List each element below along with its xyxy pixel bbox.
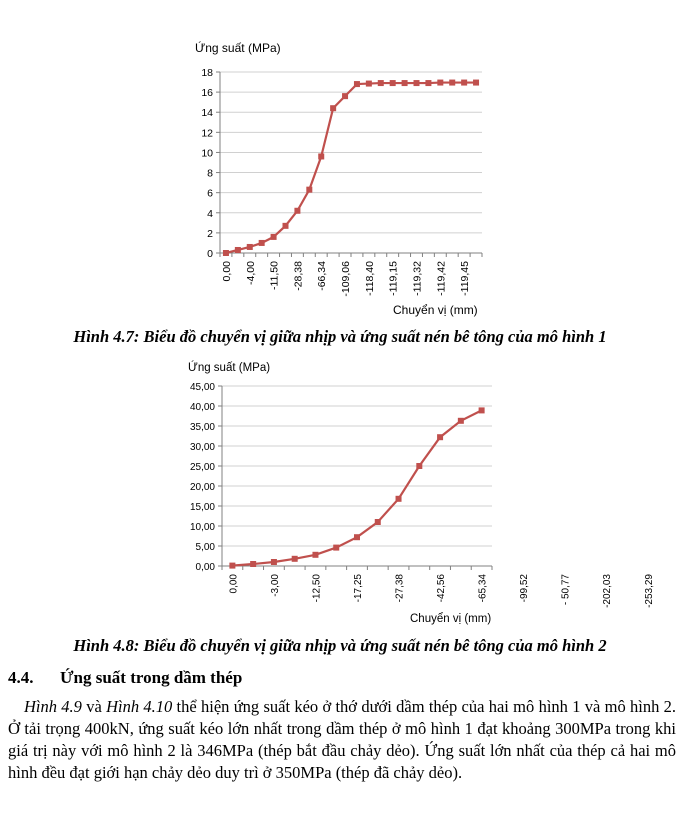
x-tick-label: -17,25 [353,574,364,603]
section-number: 4.4. [8,668,34,687]
data-point [437,434,443,440]
data-point [223,250,229,256]
y-tick-label: 4 [207,207,213,220]
chart-stress-model-1 [190,38,500,323]
data-point [229,563,235,569]
x-tick-label: -119,32 [411,261,424,296]
y-tick-label: 12 [201,127,213,140]
x-tick-label: -27,38 [394,574,406,603]
data-point [333,545,339,551]
data-point [318,153,324,159]
x-tick-label: 0,00 [228,574,240,594]
data-point [449,80,455,86]
data-point [292,556,298,562]
y-tick-label: 40,00 [189,402,215,413]
data-point [294,208,300,214]
body-paragraph [8,696,676,784]
x-tick-label: -119,45 [459,261,472,296]
section-title: Ứng suất trong dầm thép [60,668,243,687]
chart-2-svg [180,360,655,632]
y-tick-label: 8 [207,167,213,180]
data-point [402,80,408,86]
data-point [366,81,372,87]
y-tick-label: 0,00 [195,562,215,573]
series-line [232,410,481,565]
x-axis-label: Chuyển vị (mm) [393,303,478,317]
data-point [479,407,485,413]
x-tick-label: -118,40 [363,261,376,296]
data-point [259,240,265,246]
data-point [306,187,312,193]
y-tick-label: 10 [201,147,213,160]
y-tick-label: 5,00 [195,542,215,553]
x-tick-label: -4,00 [244,261,257,285]
data-point [458,418,464,424]
chart-stress-model-2 [180,360,655,632]
paragraph-text: thể hiện ứng suất kéo ở thớ dưới dầm thép của hai mô hình 1 và mô hình 2. Ở tải trọng 400kN, ứng suất kéo lớn nhất trong dầm thép ở mô hình 1 đạt khoảng 300MPa trong khi giá trị này với mô hình 2 là 346MPa (thép bắt đầu chảy dẻo). Ứng suất lớn nhất của thép cả hai mô hình đều đạt giới hạn chảy dẻo duy trì ở 350MPa (thép đã chảy dẻo). [8,697,676,782]
x-tick-label: -99,52 [519,574,531,603]
data-point [461,80,467,86]
data-point [250,561,256,567]
data-point [437,80,443,86]
y-tick-label: 15,00 [189,502,215,513]
data-point [378,80,384,86]
y-tick-label: 2 [207,227,213,240]
x-tick-label: -66,34 [316,261,329,291]
conjunction-text: và [81,697,107,716]
data-point [375,519,381,525]
data-point [247,244,253,250]
x-tick-label: -3,00 [269,574,281,597]
data-point [473,80,479,86]
y-axis-label: Ứng suất (MPa) [188,362,271,374]
data-point [416,463,422,469]
y-tick-label: 18 [201,67,213,79]
data-point [414,80,420,86]
y-tick-label: 45,00 [189,382,215,393]
x-tick-label: -253,29 [643,574,655,608]
y-tick-label: 6 [207,187,213,200]
data-point [330,105,336,111]
y-tick-label: 10,00 [189,522,215,533]
data-point [312,552,318,558]
x-tick-label: 0,00 [220,261,233,282]
x-tick-label: -202,03 [602,574,614,608]
figure-caption-4-8: Hình 4.8: Biểu đồ chuyển vị giữa nhịp và ứng suất nén bê tông của mô hình 2 [73,636,607,655]
y-tick-label: 20,00 [189,482,215,493]
series-line [226,83,476,253]
x-axis-label: Chuyển vị (mm) [410,613,492,625]
data-point [390,80,396,86]
figure-ref-4-10: Hình 4.10 [106,697,173,716]
x-tick-label: -119,15 [387,261,400,296]
data-point [354,534,360,540]
x-tick-label: -65,34 [477,574,489,603]
data-point [235,247,241,253]
y-tick-label: 35,00 [189,422,215,433]
section-heading [8,668,242,688]
x-tick-label: -28,38 [292,261,305,291]
data-point [396,496,402,502]
y-tick-label: 25,00 [189,462,215,473]
data-point [354,81,360,87]
data-point [271,559,277,565]
figure-caption-4-7: Hình 4.7: Biểu đồ chuyển vị giữa nhịp và ứng suất nén bê tông của mô hình 1 [73,327,607,346]
x-tick-label: -109,06 [340,261,353,297]
figure-ref-4-9: Hình 4.9 [24,697,82,716]
x-tick-label: -119,42 [435,261,448,296]
x-tick-label: -11,50 [268,261,281,290]
x-tick-label: -12,50 [311,574,323,603]
data-point [342,93,348,99]
x-tick-label: - 50,77 [560,574,572,606]
y-tick-label: 0 [207,248,213,260]
y-tick-label: 30,00 [189,442,215,453]
y-tick-label: 16 [201,87,213,100]
x-tick-label: -42,56 [436,574,448,603]
y-axis-label: Ứng suất (MPa) [195,41,281,55]
data-point [425,80,431,86]
data-point [271,234,277,240]
y-tick-label: 14 [201,107,213,120]
data-point [283,223,289,229]
chart-1-svg [190,38,500,323]
